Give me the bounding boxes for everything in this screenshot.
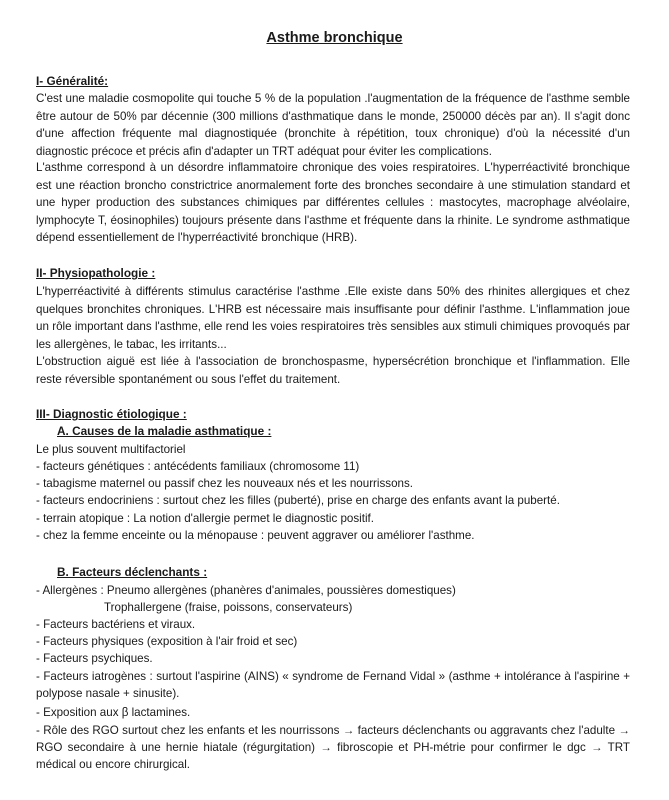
list-item: - chez la femme enceinte ou la ménopause : peuvent aggraver ou améliorer l'asthme.	[36, 529, 475, 542]
section-1-paragraph-1: C'est une maladie cosmopolite qui touche 5 % de la population .l'augmentation de la fréquence de l'asthme semble être autour de 50% par décennie (300 millions d'asthmatique dans le monde, 250000 décès par an). Il s'agit donc d'une affection fréquente mal diagnostiquée (bronchite à répétition, toux chronique) d'où la nécessité d'un diagnostic précoce et précis afin d'adapter un TRT adéquat pour éviter les complications.	[36, 92, 630, 158]
section-1-heading: I- Généralité:	[36, 74, 109, 88]
subsection-b-heading: B. Facteurs déclenchants :	[57, 565, 208, 579]
list-item: - facteurs génétiques : antécédents familiaux (chromosome 11)	[36, 460, 360, 473]
subsection-a-heading: A. Causes de la maladie asthmatique :	[57, 424, 272, 438]
section-2-paragraph-2: L'obstruction aiguë est liée à l'association de bronchospasme, hypersécrétion bronchique et l'inflammation. Elle reste réversible spontanément ou sous l'effet du traitement.	[36, 355, 630, 386]
list-item: - Allergènes : Pneumo allergènes (phanères d'animales, poussières domestiques)	[36, 584, 456, 597]
list-item: - Facteurs psychiques.	[36, 652, 153, 665]
list-item: - Facteurs iatrogènes : surtout l'aspirine (AINS) « syndrome de Fernand Vidal » (asthme + intolérance à l'aspirine + polypose nasale + sinusite).	[36, 670, 630, 700]
section-2-heading: II- Physiopathologie :	[36, 266, 156, 280]
list-item: - Facteurs physiques (exposition à l'air froid et sec)	[36, 635, 298, 648]
list-item: - Facteurs bactériens et viraux.	[36, 618, 196, 631]
list-item: - terrain atopique : La notion d'allergie permet le diagnostic positif.	[36, 512, 374, 525]
section-2-paragraph-1: L'hyperréactivité à différents stimulus caractérise l'asthme .Elle existe dans 50% des rhinites allergiques et chez quelques bronchites chroniques. L'HRB est nécessaire mais insuffisante pour définir l'asthme. L'inflammation joue un rôle important dans l'asthme, elle rend les voies respiratoires très sensibles aux stimuli chimiques provoqués par les allergènes, le tabac, les irritants...	[36, 285, 630, 351]
list-item: - Exposition aux β lactamines.	[36, 706, 191, 719]
list-item: - facteurs endocriniens : surtout chez les filles (puberté), prise en charge des enfants avant la puberté.	[36, 494, 560, 507]
section-3-heading: III- Diagnostic étiologique :	[36, 407, 187, 421]
list-item: Le plus souvent multifactoriel	[36, 443, 186, 456]
list-item: Trophallergene (fraise, poissons, conservateurs)	[104, 601, 353, 614]
list-item: - tabagisme maternel ou passif chez les nouveaux nés et les nourrissons.	[36, 477, 413, 490]
document-title: Asthme bronchique	[266, 30, 403, 46]
list-item: - Rôle des RGO surtout chez les enfants et les nourrissons → facteurs déclenchants ou aggravants chez l'adulte → RGO secondaire à une hernie hiatale (régurgitation) → fibroscopie et PH-métrie pour confirmer le dgc → TRT médical ou encore chirurgical.	[36, 724, 630, 771]
section-1-paragraph-2: L'asthme correspond à un désordre inflammatoire chronique des voies respiratoires. L'hyperréactivité bronchique est une réaction broncho constrictrice anormalement forte des bronches secondaire à une stimulation standard et une hyper production des substances chimiques par différentes cellules : mastocytes, macrophage alvéolaire, lymphocyte T, éosinophiles) toujours présente dans l'asthme et fréquente dans la rhinite. Le syndrome asthmatique dépend essentiellement de l'hyperréactivité bronchique (HRB).	[36, 161, 630, 244]
